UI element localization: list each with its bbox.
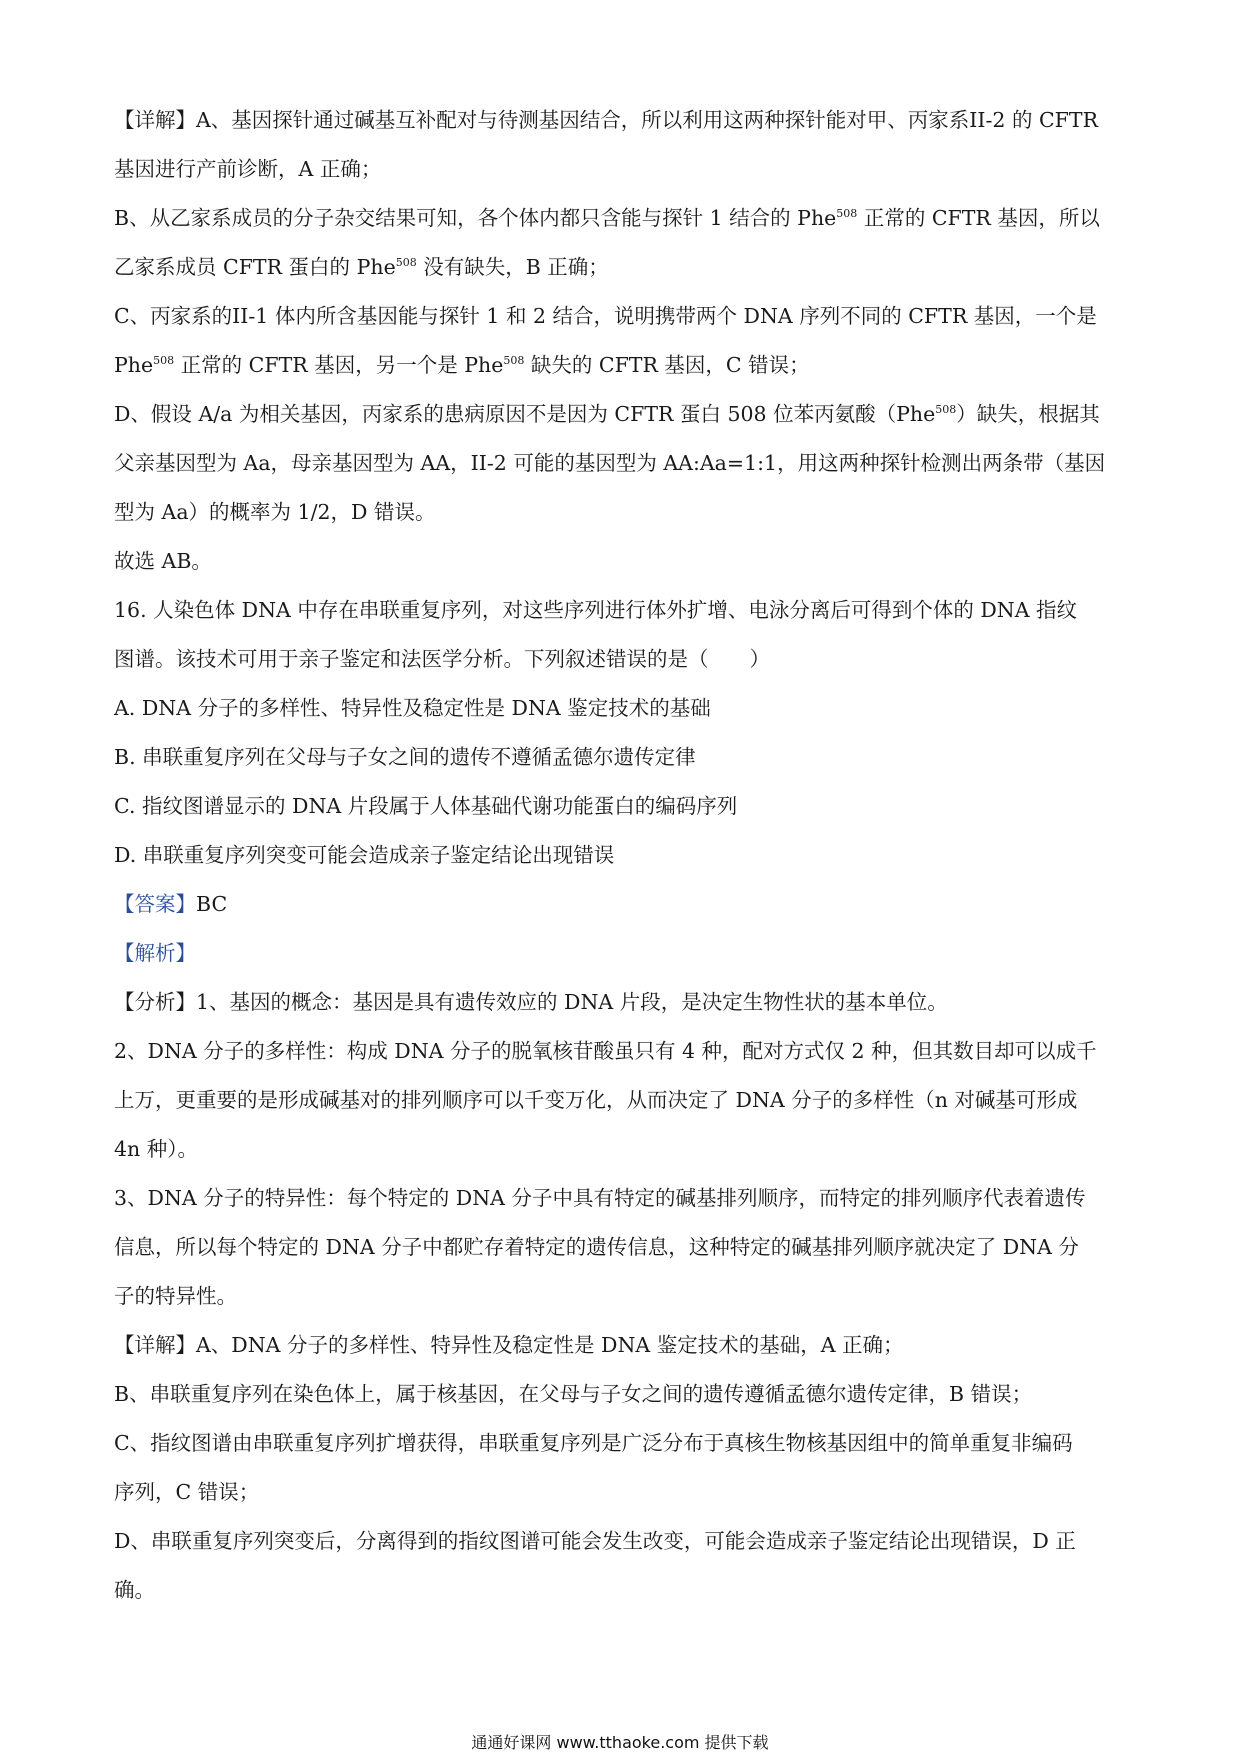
- analysis-label: 【解析】: [114, 941, 196, 965]
- conclusion-line: 故选 AB。: [114, 549, 212, 573]
- text-line: D、串联重复序列突变后，分离得到的指纹图谱可能会发生改变，可能会造成亲子鉴定结论出现错误，D 正: [114, 1529, 1076, 1553]
- text-line: B、从乙家系成员的分子杂交结果可知，各个体内都只含能与探针 1 结合的 Phe$^{508}$ 正常的 CFTR 基因，所以: [114, 206, 1100, 230]
- text-line: 3、DNA 分子的特异性：每个特定的 DNA 分子中具有特定的碱基排列顺序，而特定的排列顺序代表着遗传: [114, 1186, 1086, 1210]
- document-body: [114, 96, 1134, 1615]
- section-label: 【详解】: [114, 1333, 196, 1357]
- option-b: B. 串联重复序列在父母与子女之间的遗传不遵循孟德尔遗传定律: [114, 745, 696, 769]
- answer-line: [114, 880, 1134, 929]
- text-line: 基因进行产前诊断，A 正确；: [114, 157, 382, 181]
- answer-label: 【答案】: [114, 892, 196, 916]
- option-d: D. 串联重复序列突变可能会造成亲子鉴定结论出现错误: [114, 843, 615, 867]
- analysis-heading: [114, 929, 1134, 978]
- text-line: 2、DNA 分子的多样性：构成 DNA 分子的脱氧核苷酸虽只有 4 种，配对方式仅 2 种，但其数目却可以成千: [114, 1039, 1097, 1063]
- text-line: D、假设 A/a 为相关基因，丙家系的患病原因不是因为 CFTR 蛋白 508 位苯丙氨酸（Phe$^{508}$）缺失，根据其: [114, 402, 1100, 426]
- text-line: C、丙家系的II-1 体内所含基因能与探针 1 和 2 结合，说明携带两个 DNA 序列不同的 CFTR 基因，一个是: [114, 304, 1097, 328]
- text-line: 序列，C 错误；: [114, 1480, 260, 1504]
- text-line: 父亲基因型为 Aa，母亲基因型为 AA，II-2 可能的基因型为 AA:Aa=1:1，用这两种探针检测出两条带（基因: [114, 451, 1106, 475]
- question-stem: 16. 人染色体 DNA 中存在串联重复序列，对这些序列进行体外扩增、电泳分离后可得到个体的 DNA 指纹: [114, 598, 1078, 622]
- text-line: 信息，所以每个特定的 DNA 分子中都贮存着特定的遗传信息，这种特定的碱基排列顺序就决定了 DNA 分: [114, 1235, 1079, 1259]
- text-line: B、串联重复序列在染色体上，属于核基因，在父母与子女之间的遗传遵循孟德尔遗传定律，B 错误；: [114, 1382, 1033, 1406]
- text-line: 4n 种）。: [114, 1137, 199, 1161]
- text-line: 确。: [114, 1578, 155, 1602]
- question-stem: 图谱。该技术可用于亲子鉴定和法医学分析。下列叙述错误的是（ ）: [114, 647, 770, 671]
- text-line: 【详解】A、DNA 分子的多样性、特异性及稳定性是 DNA 鉴定技术的基础，A 正确；: [114, 1333, 904, 1357]
- text-line: Phe$^{508}$ 正常的 CFTR 基因，另一个是 Phe$^{508}$ 缺失的 CFTR 基因，C 错误；: [114, 353, 810, 377]
- section-label: 【详解】: [114, 108, 196, 132]
- page-footer: 通通好课网 www.tthaoke.com 提供下载: [471, 1733, 769, 1752]
- text-line: 【详解】A、基因探针通过碱基互补配对与待测基因结合，所以利用这两种探针能对甲、丙家系II-2 的 CFTR: [114, 108, 1099, 132]
- option-a: A. DNA 分子的多样性、特异性及稳定性是 DNA 鉴定技术的基础: [114, 696, 711, 720]
- text-line: 上万，更重要的是形成碱基对的排列顺序可以千变万化，从而决定了 DNA 分子的多样性（n 对碱基可形成: [114, 1088, 1078, 1112]
- text-line: 型为 Aa）的概率为 1/2，D 错误。: [114, 500, 436, 524]
- text-line: 【分析】1、基因的概念：基因是具有遗传效应的 DNA 片段，是决定生物性状的基本单位。: [114, 990, 948, 1014]
- answer-value: BC: [196, 892, 228, 916]
- option-c: C. 指纹图谱显示的 DNA 片段属于人体基础代谢功能蛋白的编码序列: [114, 794, 738, 818]
- text-line: 乙家系成员 CFTR 蛋白的 Phe$^{508}$ 没有缺失，B 正确；: [114, 255, 609, 279]
- section-label: 【分析】: [114, 990, 196, 1014]
- text-line: C、指纹图谱由串联重复序列扩增获得，串联重复序列是广泛分布于真核生物核基因组中的简单重复非编码: [114, 1431, 1073, 1455]
- text-line: 子的特异性。: [114, 1284, 237, 1308]
